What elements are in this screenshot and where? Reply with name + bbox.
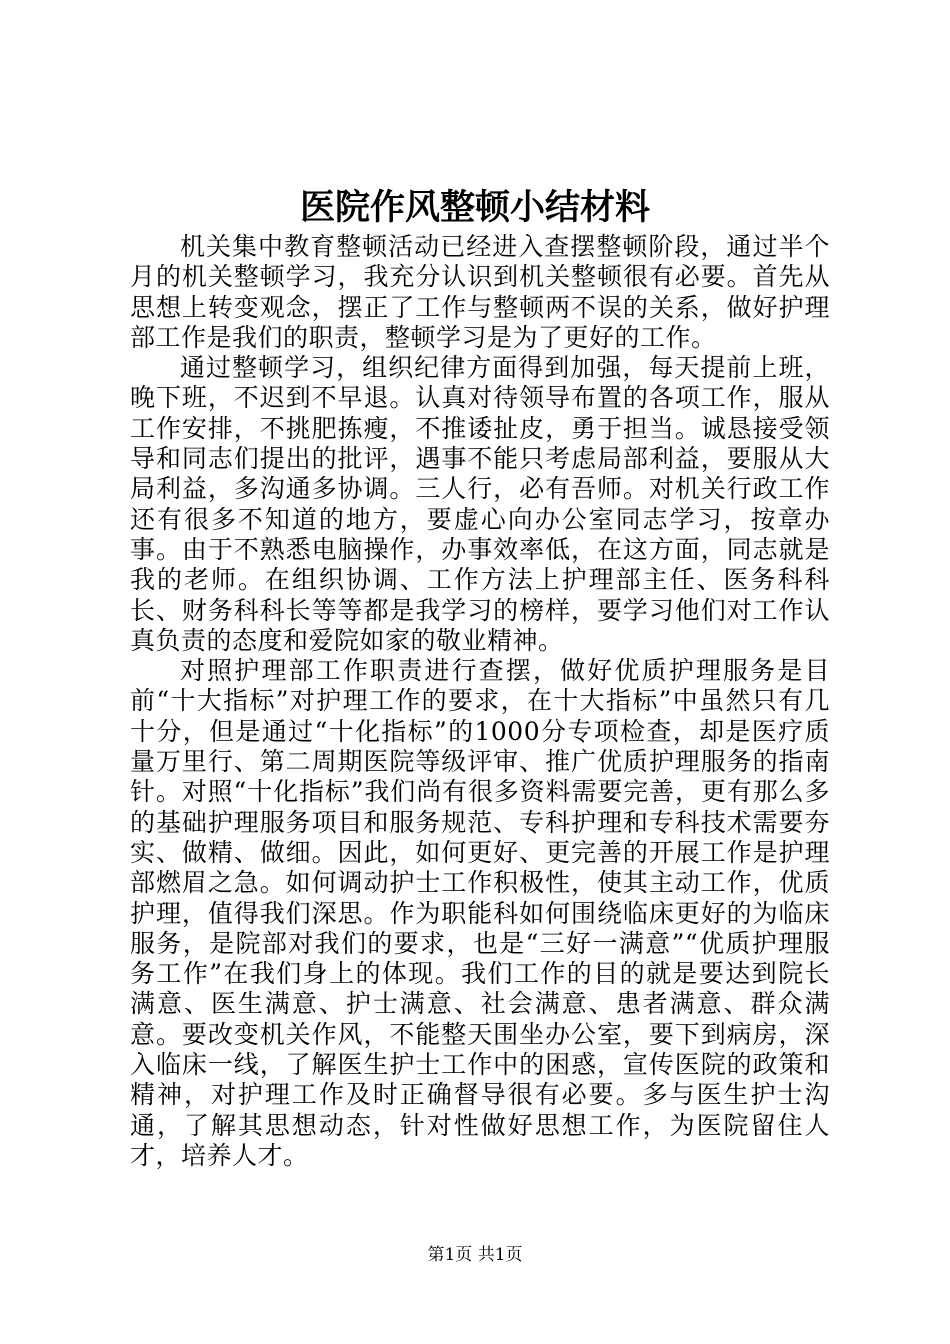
document-title: 医院作风整顿小结材料 — [299, 187, 650, 228]
document-body — [130, 232, 830, 1171]
paragraph-2: 通过整顿学习，组织纪律方面得到加强，每天提前上班，晚下班，不迟到不早退。认真对待领导布置的各项工作，服从工作安排，不挑肥拣瘦，不推诿扯皮，勇于担当。诚恳接受领导和同志们提出的批评，遇事不能只考虑局部利益，要服从大局利益，多沟通多协调。三人行，必有吾师。对机关行政工作还有很多不知道的地方，要虚心向办公室同志学习，按章办事。由于不熟悉电脑操作，办事效率低，在这方面，同志就是我的老师。在组织协调、工作方法上护理部主任、医务科科长、财务科科长等等都是我学习的榜样，要学习他们对工作认真负责的态度和爱院如家的敬业精神。 — [130, 353, 830, 655]
page-footer: 第1页 共1页 — [427, 1245, 523, 1265]
paragraph-3: 对照护理部工作职责进行查摆，做好优质护理服务是目前“十大指标”对护理工作的要求，在十大指标”中虽然只有几十分，但是通过“十化指标”的1000分专项检查，却是医疗质量万里行、第二周期医院等级评审、推广优质护理服务的指南针。对照“十化指标”我们尚有很多资料需要完善，更有那么多的基础护理服务项目和服务规范、专科护理和专科技术需要夯实、做精、做细。因此，如何更好、更完善的开展工作是护理部燃眉之急。如何调动护士工作积极性，使其主动工作，优质护理，值得我们深思。作为职能科如何围绕临床更好的为临床服务，是院部对我们的要求，也是“三好一满意”“优质护理服务工作”在我们身上的体现。我们工作的目的就是要达到院长满意、医生满意、护士满意、社会满意、患者满意、群众满意。要改变机关作风，不能整天围坐办公室，要下到病房，深入临床一线，了解医生护士工作中的困惑，宣传医院的政策和精神，对护理工作及时正确督导很有必要。多与医生护士沟通，了解其思想动态，针对性做好思想工作，为医院留住人才，培养人才。 — [130, 656, 830, 1170]
paragraph-1: 机关集中教育整顿活动已经进入查摆整顿阶段，通过半个月的机关整顿学习，我充分认识到机关整顿很有必要。首先从思想上转变观念，摆正了工作与整顿两不误的关系，做好护理部工作是我们的职责，整顿学习是为了更好的工作。 — [130, 232, 830, 352]
